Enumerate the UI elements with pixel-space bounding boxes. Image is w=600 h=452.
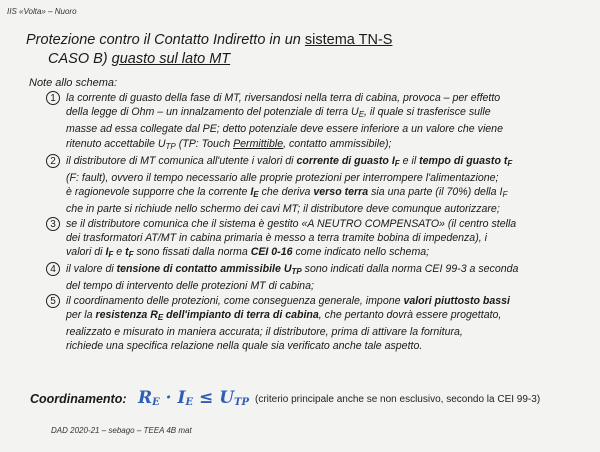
- note-2-ie: I: [250, 186, 254, 199]
- note-1-line-2-end: , il quale si trasferisce sulle: [364, 106, 491, 119]
- notes-list: [46, 91, 591, 353]
- note-item-2: [46, 154, 591, 217]
- note-4-l1c: sono indicati dalla norma CEI 99-3 a seconda: [301, 263, 519, 276]
- formula-sub-tp: TP: [234, 397, 249, 408]
- note-2-fault-time: tempo di guasto t: [419, 154, 508, 167]
- number-circle-4: 4: [46, 262, 60, 276]
- note-4-l1a: il valore di: [66, 263, 117, 276]
- slide-title: [26, 32, 392, 49]
- note-5-l1a: il coordinamento delle protezioni, come conseguenza generale, impone: [66, 294, 404, 307]
- coordination-note: (criterio principale anche se non esclusivo, secondo la CEI 99-3): [255, 394, 541, 405]
- formula-u: ≤ U: [193, 388, 235, 408]
- note-2-sub-f3: F: [502, 190, 508, 200]
- note-2-l3a: è ragionevole supporre che la corrente: [66, 186, 251, 199]
- note-item-1: [46, 91, 591, 154]
- note-2-sub-f2: F: [507, 158, 513, 168]
- slide-subtitle: [48, 51, 230, 68]
- note-1-sub-e: E: [358, 110, 365, 120]
- footer: DAD 2020-21 – sebago – TEEA 4B mat: [51, 426, 192, 435]
- note-1-line-4: ritenuto accettabile U: [66, 137, 166, 150]
- note-5-l2a: per la: [66, 308, 96, 321]
- note-5-sub-e: E: [157, 312, 164, 322]
- note-2-ground: verso terra: [313, 186, 369, 199]
- note-4-sub-tp: TP: [291, 267, 302, 277]
- number-circle-3: 3: [46, 217, 60, 231]
- subtitle-case: guasto sul lato MT: [111, 51, 231, 67]
- note-5-l2d: , che pertanto dovrà essere progettato,: [318, 308, 502, 321]
- header-school: IIS «Volta» – Nuoro: [7, 7, 77, 16]
- note-3-tf: t: [125, 246, 129, 259]
- formula-sub-e1: E: [152, 397, 160, 408]
- coordination-label: Coordinamento:: [30, 392, 127, 406]
- note-3-line-1: se il distributore comunica che il sistema è gestito «A NEUTRO COMPENSATO» (il centro stella: [66, 217, 517, 230]
- note-5-earth-plant: dell'impianto di terra di cabina: [163, 308, 319, 321]
- note-1-line-4-tail: , contatto ammissibile);: [283, 137, 392, 150]
- note-1-permittible: Permittible: [233, 137, 284, 150]
- note-3-sub-f1: F: [108, 250, 114, 260]
- title-system: sistema TN-S: [304, 32, 393, 48]
- note-5-resistance: resistenza R: [95, 308, 158, 321]
- note-3-l3c: e: [113, 246, 126, 259]
- note-3-line-2: dei trasformatori AT/MT in cabina primaria è messo a terra tramite bobina di impedenza), i: [66, 231, 487, 244]
- note-1-line-3: masse ad essa collegate dal PE; detto potenziale deve essere inferiore a un valore che viene: [66, 123, 503, 136]
- note-2-sub-f1: F: [394, 158, 400, 168]
- note-1-line-4-mid: (TP: Touch: [175, 137, 234, 150]
- note-1-line-1: la corrente di guasto della fase di MT, riversandosi nella terra di cabina, provoca – per effetto: [66, 92, 501, 104]
- note-3-if: I: [105, 246, 109, 259]
- note-item-5: [46, 294, 591, 354]
- note-3-norm: CEI 0-16: [250, 246, 293, 259]
- note-item-3: [46, 217, 591, 263]
- note-5-line-4: richiede una specifica relazione nella quale sia verificato anche tale aspetto.: [66, 340, 423, 353]
- note-1-sub-tp: TP: [165, 141, 176, 151]
- formula-sub-e2: E: [185, 397, 194, 408]
- note-2-fault-current: corrente di guasto I: [296, 154, 395, 167]
- number-circle-1: 1: [46, 91, 60, 105]
- note-3-l3a: valori di: [66, 246, 106, 259]
- note-2-c: e il: [399, 154, 420, 167]
- note-1-line-2: della legge di Ohm – un innalzamento del potenziale di terra U: [66, 106, 359, 119]
- note-2-line-2: (F: fault), ovvero il tempo necessario alle proprie protezioni per interrompere l'alimentazione;: [66, 172, 499, 185]
- note-4-touch-voltage: tensione di contatto ammissibile U: [116, 263, 292, 276]
- subtitle-prefix: CASO B): [48, 51, 112, 67]
- title-prefix: Protezione contro il Contatto Indiretto in un: [26, 32, 305, 48]
- note-2-sub-e: E: [253, 190, 259, 200]
- note-5-low-values: valori piuttosto bassi: [403, 294, 510, 307]
- note-2-line-4: che in parte si richiude nello schermo dei cavi MT; il distributore deve comunque autorizzare;: [66, 203, 500, 216]
- number-circle-5: 5: [46, 294, 60, 308]
- note-2-a: il distributore di MT comunica all'utente i valori di: [66, 154, 297, 167]
- note-4-line-2: del tempo di intervento delle protezioni MT di cabina;: [66, 280, 314, 293]
- note-2-l3c: che deriva: [258, 186, 314, 199]
- formula-i: · I: [159, 388, 186, 408]
- note-5-line-3: realizzato e misurato in maniera accurata; il distributore, prima di attivare la fornitura,: [66, 326, 463, 339]
- coordination-formula: [138, 388, 249, 408]
- note-2-l3e: sia una parte (il 70%) della I: [368, 186, 503, 199]
- number-circle-2: 2: [46, 154, 60, 168]
- note-item-4: [46, 262, 591, 293]
- note-3-l3e: sono fissati dalla norma: [133, 246, 251, 259]
- note-3-sub-f2: F: [128, 250, 134, 260]
- formula-r: R: [138, 388, 153, 408]
- note-3-l3g: come indicato nello schema;: [292, 246, 430, 259]
- notes-label: Note allo schema:: [29, 77, 118, 89]
